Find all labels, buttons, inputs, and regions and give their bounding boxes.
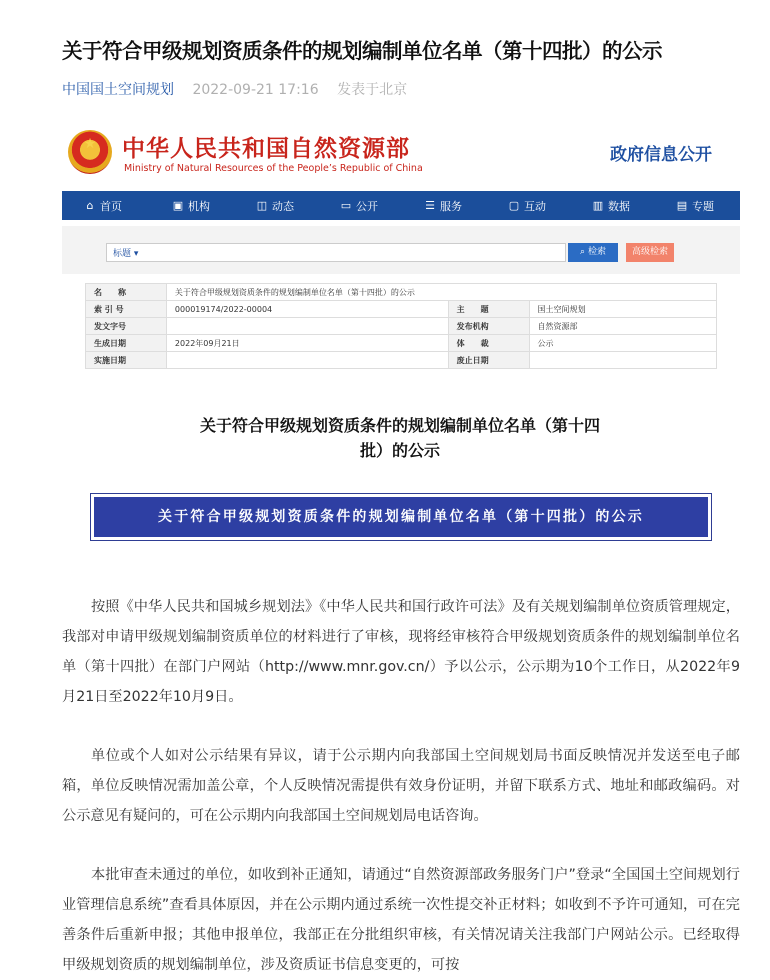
document-info-table xyxy=(85,283,717,369)
article-location: 发表于北京 xyxy=(337,82,408,98)
body-paragraph-2: 单位或个人如对公示结果有异议，请于公示期内向我部国土空间规划局书面反映情况并发送至电子邮箱，单位反映情况需加盖公章，个人反映情况需提供有效身份证明，并留下联系方式、地址和邮政编码。对公示意见有疑问的，可在公示期内向我部国土空间规划局电话咨询。 xyxy=(62,748,740,824)
info-created-value: 2022年09月21日 xyxy=(166,335,448,352)
service-icon: ☰ xyxy=(425,199,435,212)
nav-item-org[interactable]: ▣ 机构 xyxy=(172,199,210,213)
search-scope-select[interactable]: 标题 ▾ xyxy=(113,249,139,259)
search-input[interactable] xyxy=(106,243,566,262)
info-category-label: 体 裁 xyxy=(448,335,529,352)
topic-icon: ▤ xyxy=(676,199,688,212)
search-panel xyxy=(62,226,740,274)
home-icon: ⌂ xyxy=(86,199,94,212)
info-effective-label: 实施日期 xyxy=(86,352,167,369)
article-meta xyxy=(62,79,407,99)
info-effective-value xyxy=(166,352,448,369)
nav-item-data[interactable]: ▥ 数据 xyxy=(592,199,630,213)
info-name-value: 关于符合甲级规划资质条件的规划编制单位名单（第十四批）的公示 xyxy=(166,284,716,301)
nav-item-news[interactable]: ◫ 动态 xyxy=(256,199,294,213)
document-title-line1: 关于符合甲级规划资质条件的规划编制单位名单（第十四 xyxy=(199,416,600,435)
info-created-label: 生成日期 xyxy=(86,335,167,352)
gov-info-open-link[interactable]: 政府信息公开 xyxy=(610,145,712,165)
info-docno-value xyxy=(166,318,448,335)
ministry-header xyxy=(62,126,740,190)
nav-item-service[interactable]: ☰ 服务 xyxy=(425,199,462,213)
info-issuer-label: 发布机构 xyxy=(448,318,529,335)
national-emblem-icon xyxy=(68,130,112,174)
document-banner-text: 关于符合甲级规划资质条件的规划编制单位名单（第十四批）的公示 xyxy=(94,497,708,537)
nav-item-open[interactable]: ▭ 公开 xyxy=(340,199,378,213)
info-category-value: 公示 xyxy=(529,335,716,352)
advanced-search-button[interactable]: 高级检索 xyxy=(626,243,674,262)
info-expiry-label: 废止日期 xyxy=(448,352,529,369)
chat-icon: ▢ xyxy=(508,199,520,212)
info-issuer-value: 自然资源部 xyxy=(529,318,716,335)
nav-item-topic[interactable]: ▤ 专题 xyxy=(676,199,714,213)
search-icon: ⌕ xyxy=(580,247,586,257)
info-subject-label: 主 题 xyxy=(448,301,529,318)
body-paragraph-3: 本批审查未通过的单位，如收到补正通知，请通过“自然资源部政务服务门户”登录“全国国土空间规划行业管理信息系统”查看具体原因，并在公示期内通过系统一次性提交补正材料；如收到不予许可通知，可在完善条件后重新申报；其他申报单位，我部正在分批组织审核，有关情况请关注我部门户网站公示。已经取得甲级规划资质的规划编制单位，涉及资质证书信息变更的，可按 xyxy=(62,867,740,973)
info-name-label: 名 称 xyxy=(86,284,167,301)
body-paragraph-1: 按照《中华人民共和国城乡规划法》《中华人民共和国行政许可法》及有关规划编制单位资质管理规定，我部对申请甲级规划编制资质单位的材料进行了审核，现将经审核符合甲级规划资质条件的规划编制单位名单（第十四批）在部门户网站（http://www.mnr.gov.cn/）予以公示，公示期为10个工作日，从2022年9月21日至2022年10月9日。 xyxy=(62,599,740,705)
nav-item-home[interactable]: ⌂ 首页 xyxy=(84,198,122,214)
info-index-value: 000019174/2022-00004 xyxy=(166,301,448,318)
main-nav xyxy=(62,191,740,220)
info-subject-value: 国土空间规划 xyxy=(529,301,716,318)
chart-icon: ▥ xyxy=(592,199,604,212)
info-docno-label: 发文字号 xyxy=(86,318,167,335)
document-title-line2: 批）的公示 xyxy=(359,441,440,460)
info-index-label: 索 引 号 xyxy=(86,301,167,318)
article-title: 关于符合甲级规划资质条件的规划编制单位名单（第十四批）的公示 xyxy=(62,39,662,63)
article-source-link[interactable]: 中国国土空间规划 xyxy=(62,82,174,98)
search-button[interactable]: ⌕ 检索 xyxy=(568,243,618,262)
document-title xyxy=(170,413,630,463)
info-expiry-value xyxy=(529,352,716,369)
ministry-name-en: Ministry of Natural Resources of the People’s Republic of China xyxy=(124,163,423,174)
nav-item-interact[interactable]: ▢ 互动 xyxy=(508,199,546,213)
article-datetime: 2022-09-21 17:16 xyxy=(192,82,319,98)
document-banner xyxy=(90,493,712,541)
ministry-name-cn: 中华人民共和国自然资源部 xyxy=(122,136,410,162)
monitor-icon: ▭ xyxy=(340,199,352,212)
org-icon: ▣ xyxy=(172,199,184,212)
news-icon: ◫ xyxy=(256,199,268,212)
